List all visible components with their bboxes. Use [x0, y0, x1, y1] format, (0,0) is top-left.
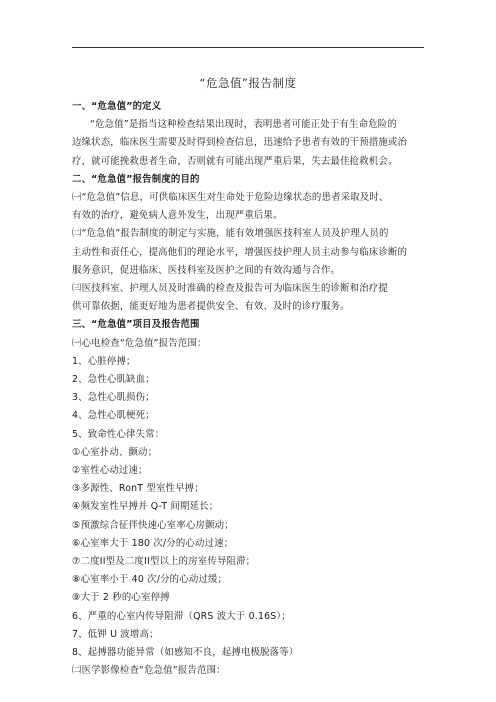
- list-item: ①心室扑动、颤动；: [72, 446, 158, 458]
- section-heading-2: 二、“危急值”报告制度的目的: [72, 173, 200, 185]
- subsection-heading: ㈠心电检查“危急值”报告范围：: [72, 337, 207, 349]
- paragraph-line: 服务意识，促进临床、医技科室及医护之间的有效沟通与合作。: [72, 264, 341, 276]
- paragraph-line: ㈠“危急值”信息，可供临床医生对生命处于危险边缘状态的患者采取及时、: [72, 192, 389, 204]
- paragraph-line: ㈡“危急值”报告制度的制定与实施，能有效增强医技科室人员及护理人员的: [72, 228, 389, 240]
- list-item: ②室性心动过速；: [72, 465, 148, 477]
- paragraph-line: “危急值”是指当这种检查结果出现时，表明患者可能正处于有生命危险的: [90, 119, 397, 131]
- list-item: 1、心脏停搏；: [72, 355, 136, 367]
- paragraph-line: 供可靠依据，能更好地为患者提供安全、有效、及时的诊疗服务。: [72, 301, 350, 313]
- list-item: ⑤预激综合征伴快速心室率心房颤动；: [72, 519, 234, 531]
- paragraph-line: 疗，就可能挽救患者生命，否则就有可能出现严重后果，失去最佳抢救机会。: [72, 155, 398, 167]
- paragraph-line: 边缘状态，临床医生需要及时得到检查信息，迅速给予患者有效的干预措施或治: [72, 137, 408, 149]
- section-heading-3: 三、“危急值”项目及报告范围: [72, 319, 200, 331]
- document-body: [72, 98, 424, 681]
- section-heading-1: 一、“危急值”的定义: [72, 101, 162, 112]
- list-item: 2、急性心肌缺血；: [72, 374, 155, 386]
- list-item: 7、低钾 U 波增高；: [72, 628, 159, 640]
- list-item: ⑧心室率小于 40 次/分的心动过缓；: [72, 574, 228, 586]
- list-item: ④频发室性早搏并 Q-T 间期延长；: [72, 501, 219, 513]
- list-item: ⑨大于 2 秒的心室停搏: [72, 592, 170, 604]
- subsection-heading: ㈡医学影像检查“危急值”报告范围：: [72, 665, 226, 677]
- list-item: ⑥心室率大于 180 次/分的心动过速；: [72, 537, 234, 549]
- list-item: ⑦二度II型及二度II型以上的房室传导阻滞；: [72, 556, 256, 568]
- paragraph-line: 主动性和责任心，提高他们的理论水平，增强医技护理人员主动参与临床诊断的: [72, 246, 408, 258]
- list-item: 5、致命性心律失常：: [72, 428, 165, 440]
- list-item: 6、严重的心室内传导阻滞（QRS 波大于 0.16S）；: [72, 610, 291, 622]
- paragraph-line: 有效的治疗，避免病人意外发生，出现严重后果。: [72, 210, 283, 222]
- list-item: 4、急性心肌梗死；: [72, 410, 155, 422]
- list-item: ③多源性、RonT 型室性早搏；: [72, 483, 204, 495]
- list-item: 3、急性心肌损伤；: [72, 392, 155, 404]
- header-rule: [72, 47, 424, 48]
- paragraph-line: ㈢医技科室、护理人员及时准确的检查及报告可为临床医生的诊断和治疗提: [72, 283, 388, 295]
- document-title: “危急值”报告制度: [199, 76, 297, 90]
- list-item: 8、起搏器功能异常（如感知不良，起搏电极脱落等）: [72, 647, 299, 659]
